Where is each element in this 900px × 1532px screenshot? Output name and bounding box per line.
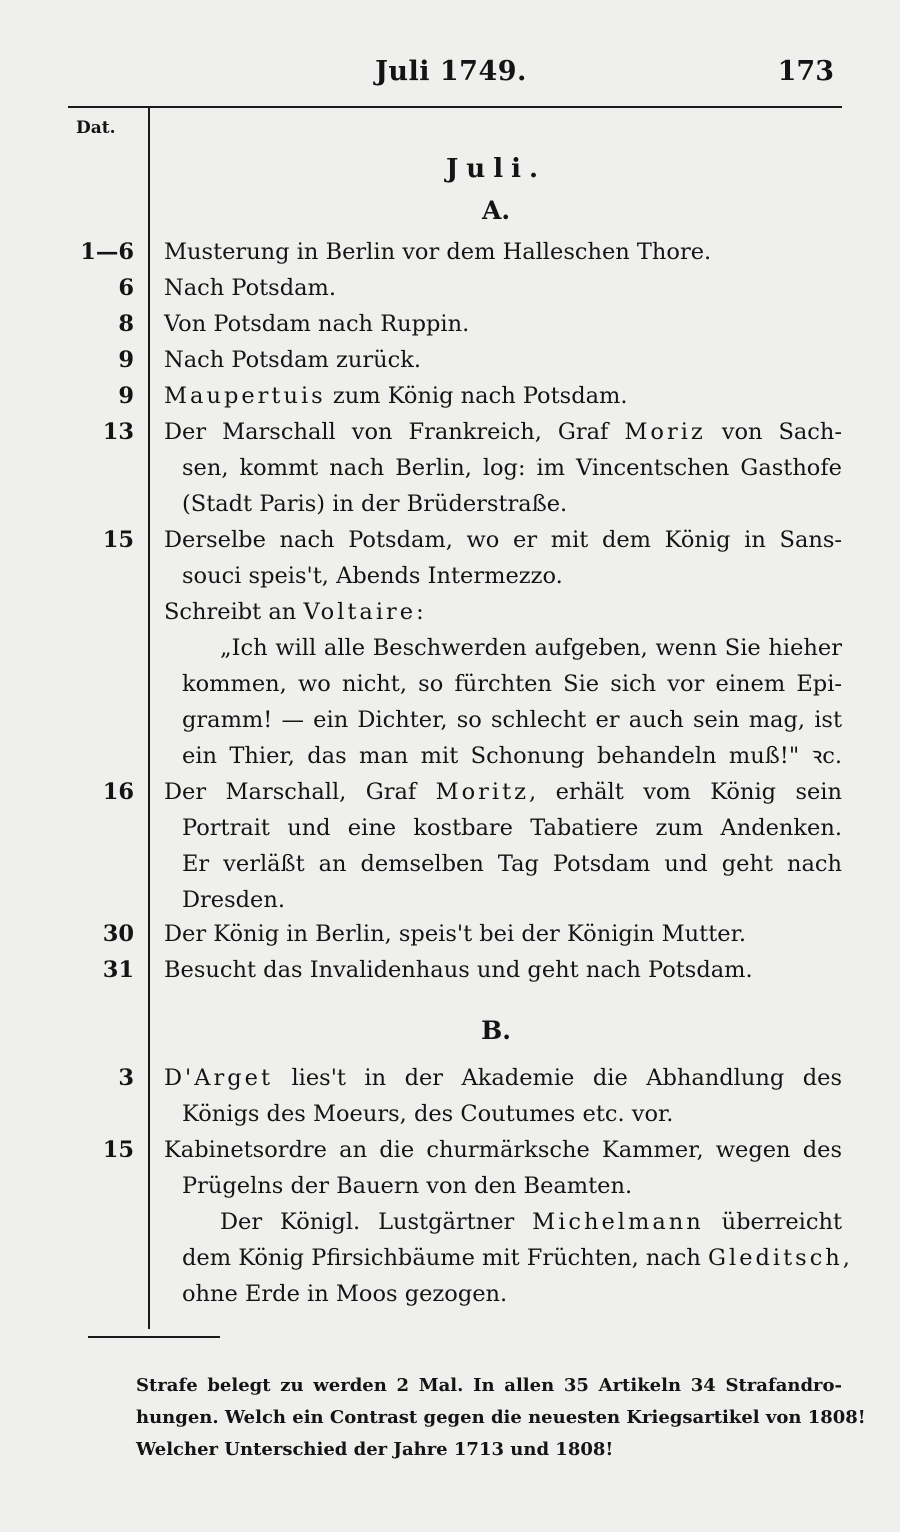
entry-date: 8 [118, 311, 134, 337]
entry-text: Von Potsdam nach Ruppin. [164, 311, 470, 337]
entry-row [60, 558, 842, 594]
footnote-rule [88, 1336, 220, 1338]
entry-date: 15 [102, 1137, 134, 1163]
entry-text: Derselbe nach Potsdam, wo er mit dem König in Sans- [164, 527, 842, 553]
entry-row [60, 450, 842, 486]
section-heading-b: B. [481, 1016, 511, 1045]
quote-line [60, 630, 842, 666]
entry-text: Prügelns der Bauern von den Beamten. [182, 1173, 633, 1199]
entry-row [60, 1168, 842, 1204]
person-name: Gleditsch [708, 1245, 843, 1271]
running-head [68, 56, 834, 96]
entry-row [60, 1240, 850, 1276]
entry-date: 6 [118, 275, 134, 301]
entry-text [220, 1204, 842, 1240]
entry-date: 15 [102, 527, 134, 553]
entry-text: Nach Potsdam zurück. [164, 347, 421, 373]
entry-row [60, 952, 842, 988]
entry-text: Besucht das Invalidenhaus und geht nach Potsdam. [164, 957, 753, 983]
entry-text: Dresden. [182, 887, 286, 913]
entry-text: souci speis't, Abends Intermezzo. [182, 563, 563, 589]
entry-text [164, 414, 842, 450]
person-name: Moritz [435, 779, 530, 805]
entry-text-rest: , [842, 1245, 850, 1271]
entry-text: Nach Potsdam. [164, 275, 337, 301]
entry-text [164, 1060, 842, 1096]
entry-text: sen, kommt nach Berlin, log: im Vincentschen Gasthofe [182, 455, 842, 481]
entry-row [60, 414, 842, 450]
running-title: Juli 1749. [375, 56, 527, 87]
entry-text: Der König in Berlin, speis't bei der Königin Mutter. [164, 921, 747, 947]
quote-text: ein Thier, das man mit Schonung behandeln muß!" ꝛc. [182, 743, 842, 769]
entry-text: Er verläßt an demselben Tag Potsdam und geht nach [182, 851, 842, 877]
entry-text: Königs des Moeurs, des Coutumes etc. vor. [182, 1101, 674, 1127]
entry-row [60, 882, 842, 918]
entry-date: 1—6 [80, 239, 134, 265]
entry-text-rest: von Sach- [705, 419, 842, 445]
entry-row [60, 594, 842, 630]
entry-text [182, 1240, 850, 1276]
entry-row [60, 916, 842, 952]
footnote-line: Welcher Unterschied der Jahre 1713 und 1808! [136, 1439, 614, 1460]
entry-row [60, 306, 842, 342]
quote-line [60, 666, 842, 702]
entry-text: (Stadt Paris) in der Brüderstraße. [182, 491, 568, 517]
entry-row [60, 1204, 842, 1240]
person-name: Michelmann [532, 1209, 704, 1235]
entry-text: Kabinetsordre an die churmärksche Kammer, wegen des [164, 1137, 842, 1163]
entry-text-lead: Der Königl. Lustgärtner [220, 1209, 533, 1235]
quote-line [60, 738, 842, 774]
entry-text [164, 774, 842, 810]
quote-line [60, 702, 842, 738]
person-name: Maupertuis [164, 383, 326, 409]
entry-text-rest: lies't in der Akademie die Abhandlung des [273, 1065, 842, 1091]
entry-date: 31 [102, 957, 134, 983]
entry-row [60, 1060, 842, 1096]
entry-text-lead: Der Marschall, Graf [164, 779, 436, 805]
person-name: D'Arget [164, 1065, 273, 1091]
entry-row [60, 1276, 842, 1312]
page-number: 173 [777, 56, 834, 87]
entry-row [60, 1096, 842, 1132]
entry-text-rest: , erhält vom König sein [529, 779, 842, 805]
entry-row [60, 1132, 842, 1168]
quote-text: kommen, wo nicht, so fürchten Sie sich vor einem Epi- [182, 671, 842, 697]
entry-text: Musterung in Berlin vor dem Halleschen Thore. [164, 239, 712, 265]
entry-text: Portrait und eine kostbare Tabatiere zum Andenken. [182, 815, 842, 841]
entry-row [60, 486, 842, 522]
section-heading-a: A. [481, 196, 511, 225]
entry-text: ohne Erde in Moos gezogen. [182, 1281, 508, 1307]
quote-text: „Ich will alle Beschwerden aufgeben, wenn Sie hieher [220, 635, 842, 661]
entry-date: 13 [102, 419, 134, 445]
entry-date: 30 [102, 921, 134, 947]
quote-text: gramm! — ein Dichter, so schlecht er auch sein mag, ist [182, 707, 842, 733]
entry-text-rest: zum König nach Potsdam. [325, 383, 628, 409]
header-rule [68, 106, 842, 108]
entry-row [60, 270, 842, 306]
entry-text-lead: dem König Pfirsichbäume mit Früchten, nach [182, 1245, 709, 1271]
entry-date: 9 [118, 347, 134, 373]
entry-text-rest: überreicht [703, 1209, 842, 1235]
entry-date: 3 [118, 1065, 134, 1091]
month-heading: Juli. [445, 154, 546, 184]
person-name: Voltaire [303, 599, 417, 625]
entry-row [60, 234, 842, 270]
entry-text [164, 594, 842, 630]
entry-text [164, 378, 842, 414]
entry-row [60, 846, 842, 882]
entry-text-lead: Schreibt an [164, 599, 304, 625]
entry-date: 16 [102, 779, 134, 805]
footnote-line: hungen. Welch ein Contrast gegen die neuesten Kriegsartikel von 1808! [136, 1407, 866, 1428]
entry-row [60, 774, 842, 810]
entry-text-rest: : [416, 599, 424, 625]
entry-text-lead: Der Marschall von Frankreich, Graf [164, 419, 625, 445]
entry-row [60, 522, 842, 558]
entry-row [60, 810, 842, 846]
footnote-line: Strafe belegt zu werden 2 Mal. In allen 35 Artikeln 34 Strafandro- [136, 1375, 842, 1396]
person-name: Moriz [624, 419, 706, 445]
date-column-label: Dat. [76, 118, 116, 138]
entry-row [60, 342, 842, 378]
entry-date: 9 [118, 383, 134, 409]
entry-row [60, 378, 842, 414]
